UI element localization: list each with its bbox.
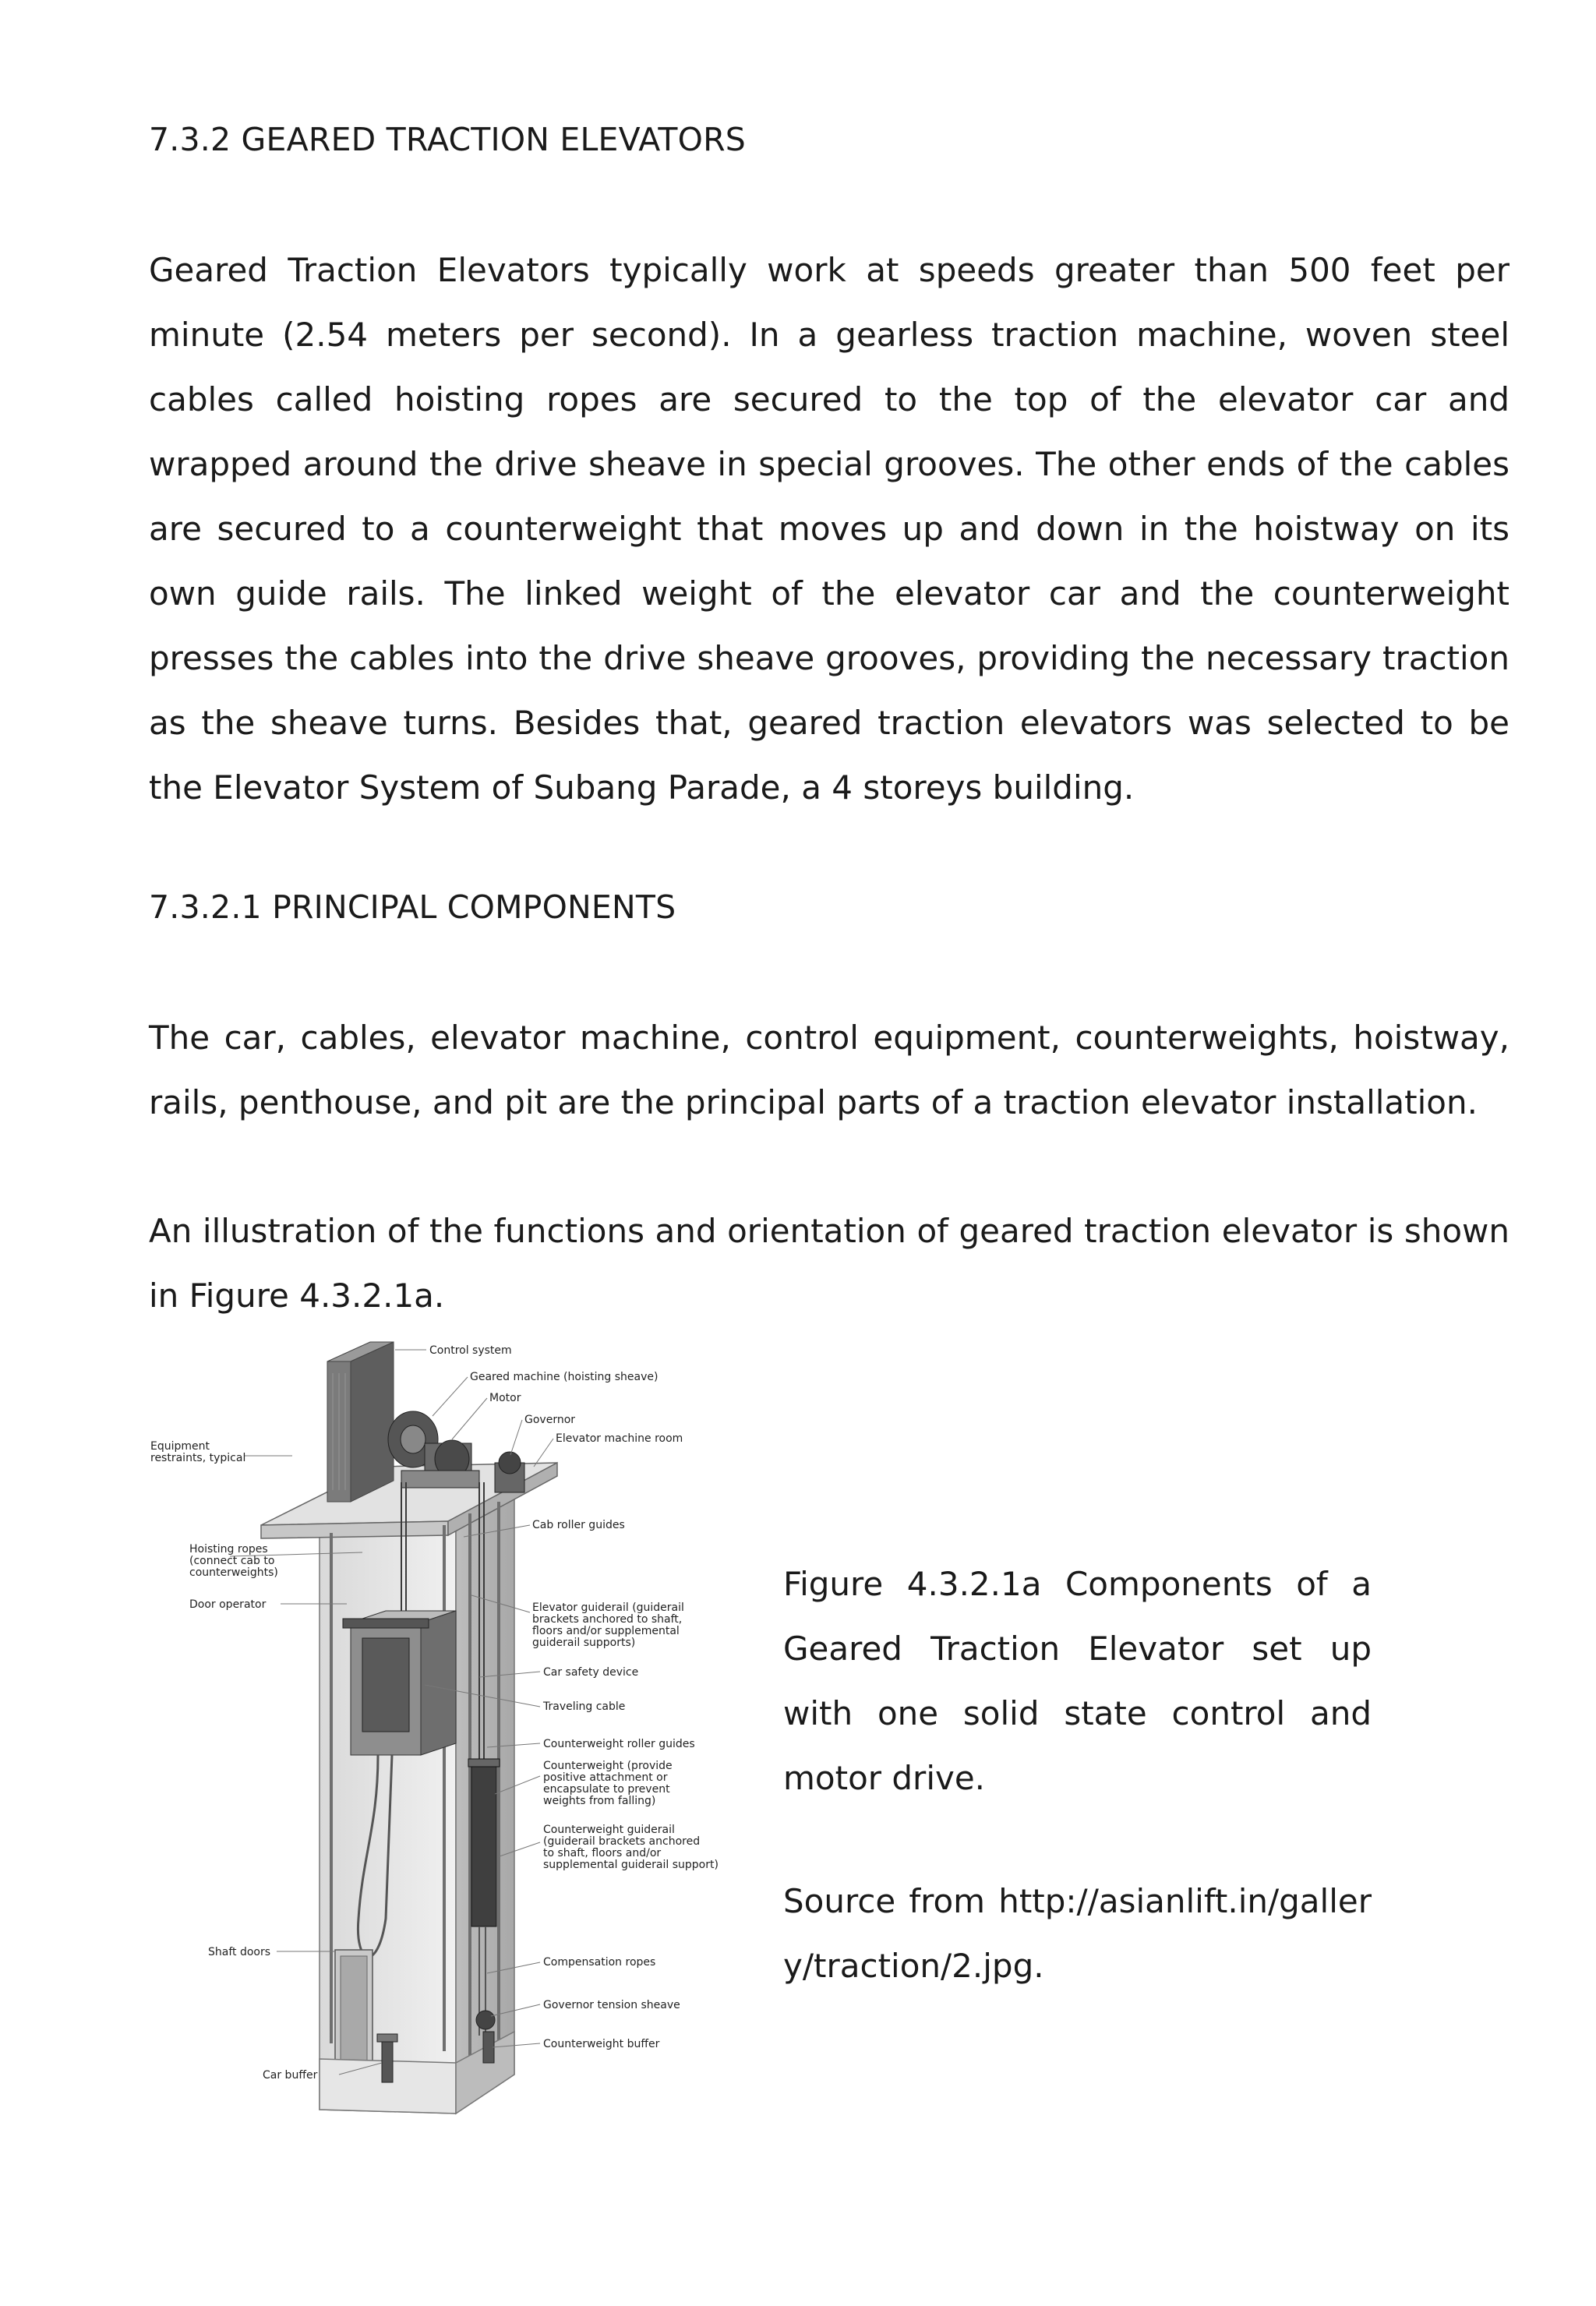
label-guiderail-4: guiderail supports) xyxy=(532,1637,636,1649)
label-hoisting-ropes-1: Hoisting ropes xyxy=(189,1543,268,1556)
label-hoisting-ropes-2: (connect cab to xyxy=(189,1555,275,1567)
label-cw-guiderail-3: to shaft, floors and/or xyxy=(543,1847,662,1859)
elevator-diagram-svg xyxy=(144,1326,744,2121)
figure-source: Source from http://asianlift.in/gallery/traction/2.jpg. xyxy=(783,1882,1372,1985)
label-machine-room: Elevator machine room xyxy=(556,1432,683,1445)
control-system-cabinet xyxy=(327,1342,394,1502)
label-car-buffer: Car buffer xyxy=(263,2069,318,2082)
label-geared-machine: Geared machine (hoisting sheave) xyxy=(470,1371,659,1383)
label-guiderail-1: Elevator guiderail (guiderail xyxy=(532,1601,684,1614)
label-equipment-restraints-1: Equipment xyxy=(150,1440,210,1453)
paragraph-intro: Geared Traction Elevators typically work at speeds greater than 500 feet per minute (2.54 meters per second). In a gearless traction machine, woven steel cables called hoisting ropes are secured to the top of the elevator car and wrapped around the drive sheave in special grooves. The other ends of the cables are secured to a counterweight that moves up and down in the hoistway on its own guide rails. The linked weight of the elevator car and the counterweight presses the cables into the drive sheave grooves, providing the necessary traction as the sheave turns. Besides that, geared traction elevators was selected to be the Elevator System of Subang Parade, a 4 storeys building. xyxy=(149,251,1509,807)
label-counterweight-4: weights from falling) xyxy=(543,1795,656,1807)
subsection-heading: 7.3.2.1 PRINCIPAL COMPONENTS xyxy=(149,888,676,926)
label-motor: Motor xyxy=(489,1392,521,1404)
figure-caption: Figure 4.3.2.1a Components of a Geared Traction Elevator set up with one solid state control and motor drive. xyxy=(783,1565,1372,1797)
label-governor-tension-sheave: Governor tension sheave xyxy=(543,1999,680,2011)
section-heading: 7.3.2 GEARED TRACTION ELEVATORS xyxy=(149,121,746,158)
label-counterweight-3: encapsulate to prevent xyxy=(543,1783,670,1796)
label-control-system: Control system xyxy=(429,1344,512,1357)
label-guiderail-2: brackets anchored to shaft, xyxy=(532,1613,683,1626)
label-guiderail-3: floors and/or supplemental xyxy=(532,1625,680,1637)
shaft-door xyxy=(335,1950,373,2067)
label-cw-guiderail-2: (guiderail brackets anchored xyxy=(543,1835,701,1848)
label-shaft-doors: Shaft doors xyxy=(208,1946,271,1958)
governor xyxy=(495,1452,524,1492)
label-door-operator: Door operator xyxy=(189,1598,267,1611)
label-cw-roller-guides: Counterweight roller guides xyxy=(543,1738,695,1750)
paragraph-components: The car, cables, elevator machine, control equipment, counterweights, hoistway, rails, penthouse, and pit are the principal parts of a traction elevator installation. xyxy=(149,1019,1509,1121)
paragraph-illustration: An illustration of the functions and orientation of geared traction elevator is shown in Figure 4.3.2.1a. xyxy=(149,1212,1509,1315)
label-cw-guiderail-1: Counterweight guiderail xyxy=(543,1824,675,1836)
label-governor: Governor xyxy=(524,1414,576,1426)
label-traveling-cable: Traveling cable xyxy=(543,1700,626,1713)
label-counterweight-1: Counterweight (provide xyxy=(543,1760,673,1772)
counterweight xyxy=(468,1759,500,1926)
label-cw-guiderail-4: supplemental guiderail support) xyxy=(543,1859,719,1871)
label-compensation-ropes: Compensation ropes xyxy=(543,1956,656,1969)
label-counterweight-2: positive attachment or xyxy=(543,1771,668,1784)
label-equipment-restraints-2: restraints, typical xyxy=(150,1452,246,1464)
label-car-safety-device: Car safety device xyxy=(543,1666,639,1679)
label-cab-roller-guides: Cab roller guides xyxy=(532,1519,625,1531)
label-hoisting-ropes-3: counterweights) xyxy=(189,1566,278,1579)
label-cw-buffer: Counterweight buffer xyxy=(543,2038,660,2050)
elevator-car xyxy=(343,1611,456,1755)
elevator-diagram xyxy=(144,1326,744,2121)
